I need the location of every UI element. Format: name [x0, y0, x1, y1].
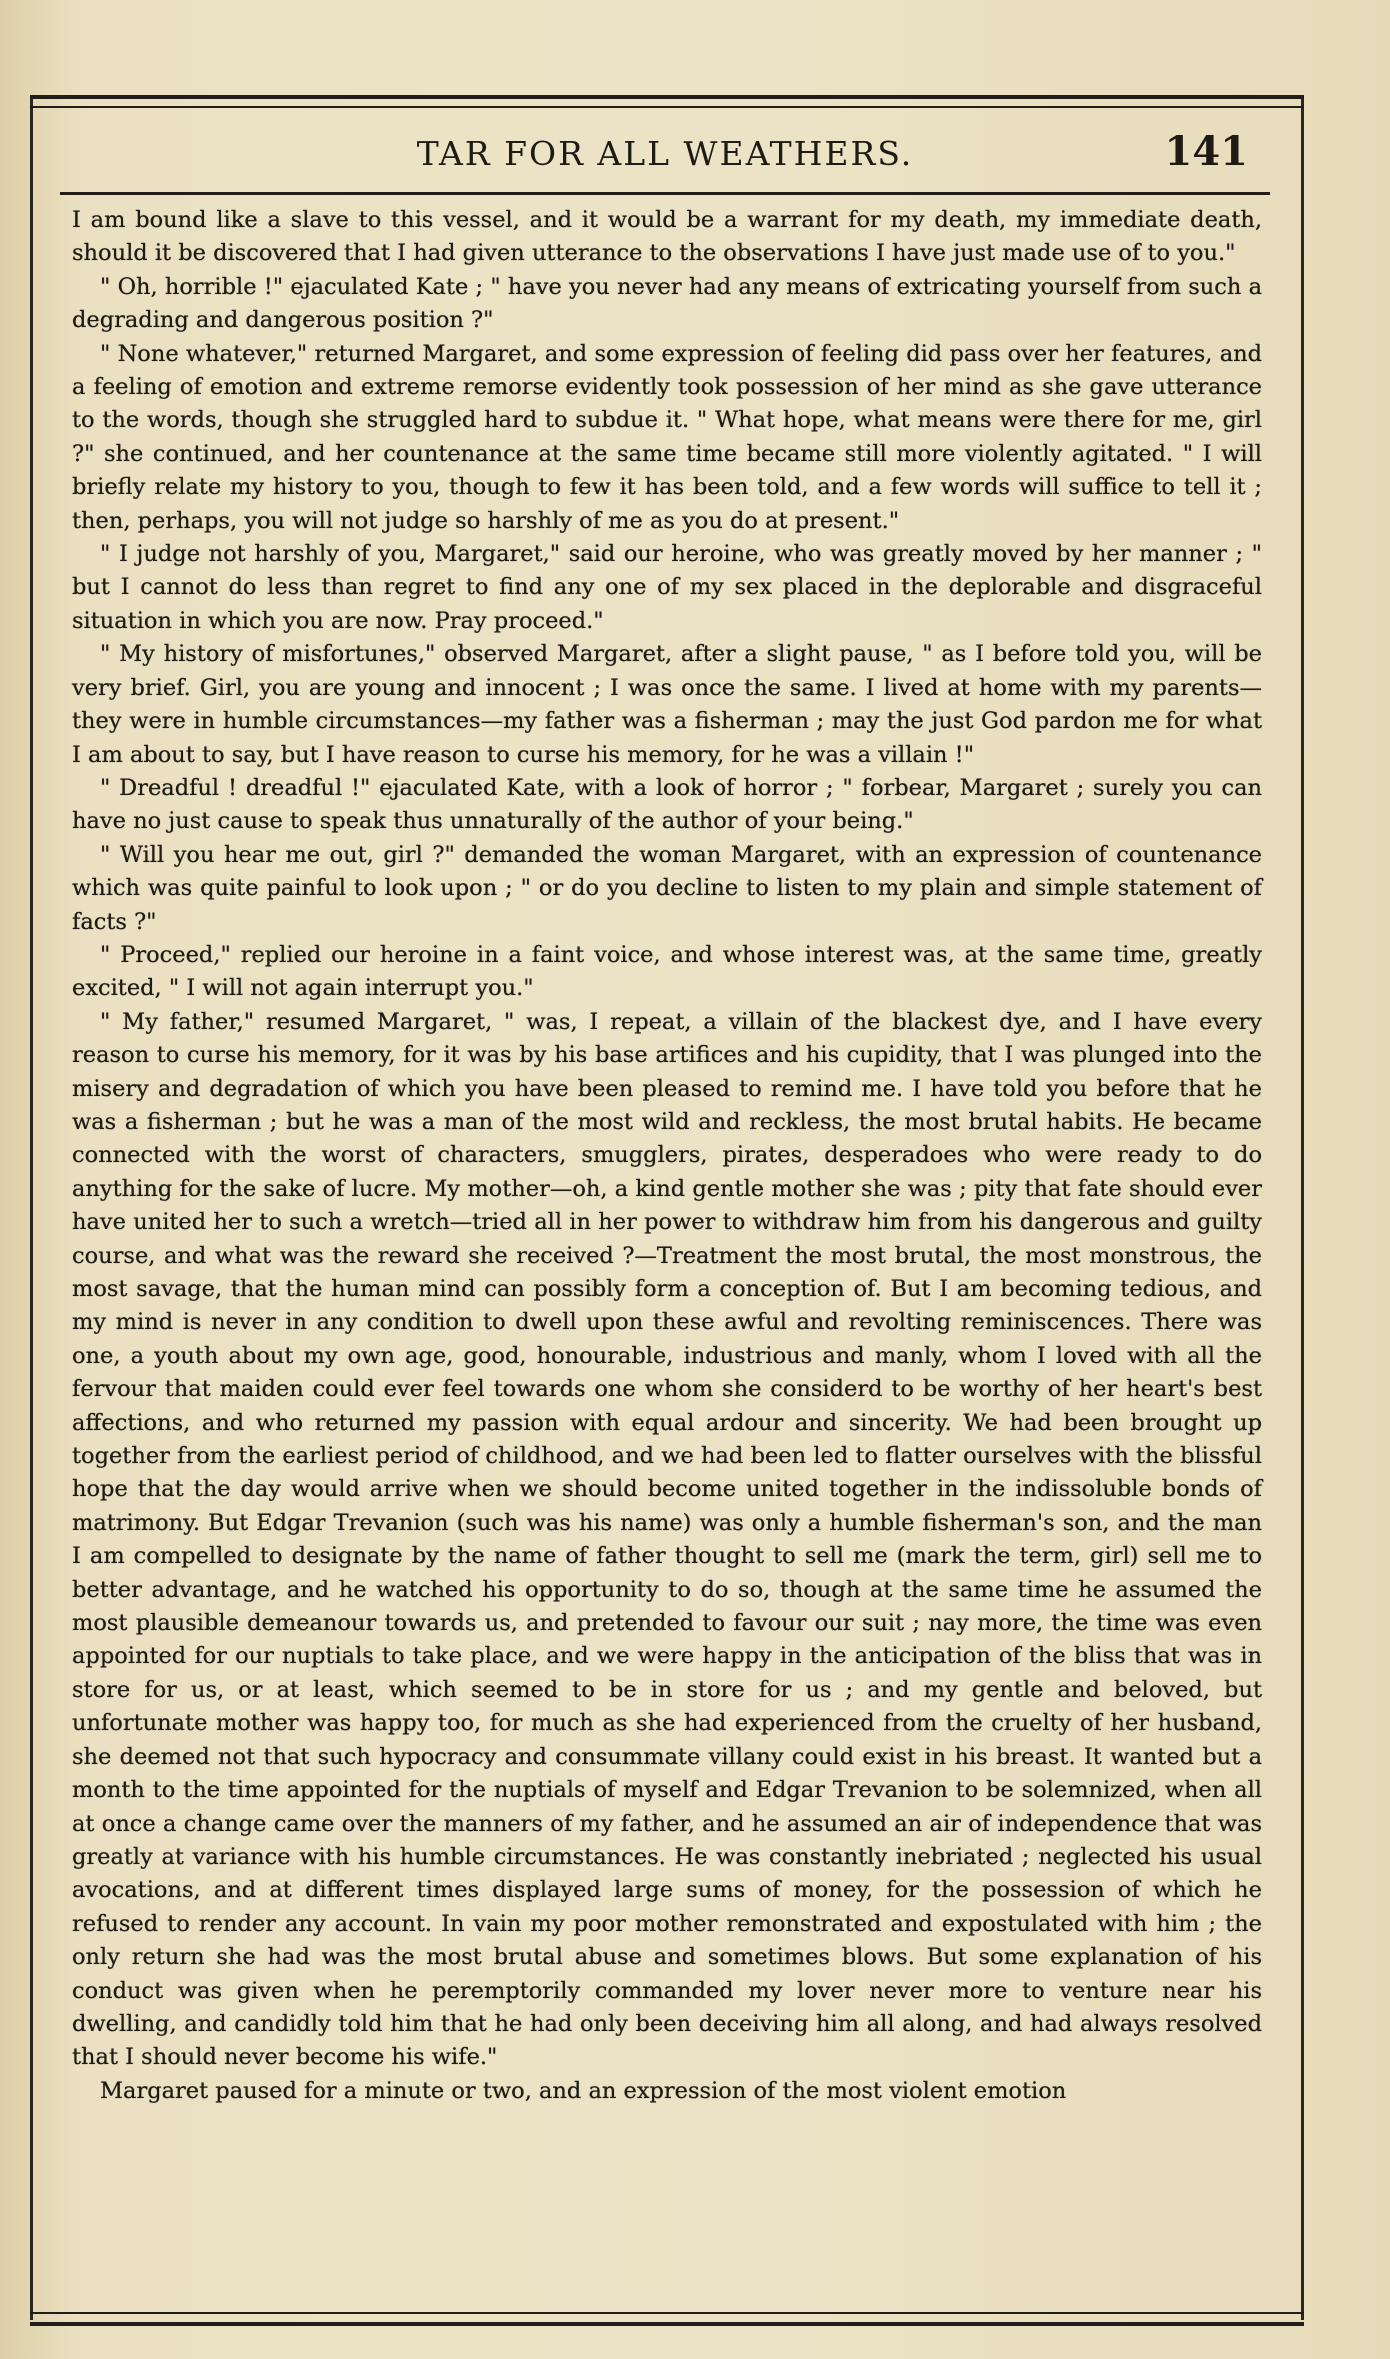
body-text — [72, 204, 1262, 2108]
paragraph: " None whatever," returned Margaret, and some expression of feeling did pass over her features, and a feeling of emotion and extreme remorse evidently took possession of her mind as she gave utterance to the words, though she struggled hard to subdue it. " What hope, what means were there for me, girl ?" she continued, and her countenance at the same time became still more violently agitated. " I will briefly relate my history to you, though to few it has been told, and a few words will suffice to tell it ; then, perhaps, you will not judge so harshly of me as you do at present." — [72, 340, 1262, 534]
paragraph: " Dreadful ! dreadful !" ejaculated Kate, with a look of horror ; " forbear, Margaret ; surely you can have no just cause to speak thus unnaturally of the author of your being." — [72, 774, 1262, 835]
paragraph: " My father," resumed Margaret, " was, I repeat, a villain of the blackest dye, and I have every reason to curse his memory, for it was by his base artifices and his cupidity, that I was plunged into the misery and degradation of which you have been pleased to remind me. I have told you before that he was a fisherman ; but he was a man of the most wild and reckless, the most brutal habits. He became connected with the worst of characters, smugglers, pirates, desperadoes who were ready to do anything for the sake of lucre. My mother—oh, a kind gentle mother she was ; pity that fate should ever have united her to such a wretch—tried all in her power to withdraw him from his dangerous and guilty course, and what was the reward she received ?—Treatment the most brutal, the most monstrous, the most savage, that the human mind can possibly form a conception of. But I am becoming tedious, and my mind is never in any condition to dwell upon these awful and revolting reminiscences. There was one, a youth about my own age, good, honourable, industrious and manly, whom I loved with all the fervour that maiden could ever feel towards one whom she considerd to be worthy of her heart's best affections, and who returned my passion with equal ardour and sincerity. We had been brought up together from the earliest period of childhood, and we had been led to flatter ourselves with the blissful hope that the day would arrive when we should become united together in the indissoluble bonds of matrimony. But Edgar Trevanion (such was his name) was only a humble fisherman's son, and the man I am compelled to designate by the name of father thought to sell me (mark the term, girl) sell me to better advantage, and he watched his opportunity to do so, though at the same time he assumed the most plausible demeanour towards us, and pretended to favour our suit ; nay more, the time was even appointed for our nuptials to take place, and we were happy in the anticipation of the bliss that was in store for us, or at least, which seemed to be in store for us ; and my gentle and beloved, but unfortunate mother was happy too, for much as she had experienced from the cruelty of her husband, she deemed not that such hypocracy and consummate villany could exist in his breast. It wanted but a month to the time appointed for the nuptials of myself and Edgar Trevanion to be solemnized, when all at once a change came over the manners of my father, and he assumed an air of independence that was greatly at variance with his humble circumstances. He was constantly inebriated ; neglected his usual avocations, and at different times displayed large sums of money, for the possession of which he refused to render any account. In vain my poor mother remonstrated and expostulated with him ; the only return she had was the most brutal abuse and sometimes blows. But some explanation of his conduct was given when he peremptorily commanded my lover never more to venture near his dwelling, and candidly told him that he had only been deceiving him all along, and had always resolved that I should never become his wife." — [72, 1008, 1262, 2071]
paragraph: " I judge not harshly of you, Margaret," said our heroine, who was greatly moved by her manner ; " but I cannot do less than regret to find any one of my sex placed in the deplorable and disgraceful situation in which you are now. Pray proceed." — [72, 541, 1262, 634]
paragraph: " My history of misfortunes," observed Margaret, after a slight pause, " as I before told you, will be very brief. Girl, you are young and innocent ; I was once the same. I lived at home with my parents—they were in humble circumstances—my father was a fisherman ; may the just God pardon me for what I am about to say, but I have reason to curse his memory, for he was a villain !" — [72, 641, 1262, 768]
paragraph: I am bound like a slave to this vessel, and it would be a warrant for my death, my immediate death, should it be discovered that I had given utterance to the observations I have just made use of to you." — [72, 207, 1262, 267]
paragraph: " Proceed," replied our heroine in a faint voice, and whose interest was, at the same time, greatly excited, " I will not again interrupt you." — [72, 941, 1262, 1002]
running-title: TAR FOR ALL WEATHERS. — [416, 134, 914, 173]
bottom-rule — [30, 2312, 1304, 2326]
top-rule — [30, 95, 1304, 108]
paragraph: " Oh, horrible !" ejaculated Kate ; " have you never had any means of extricating yourself from such a degrading and dangerous position ?" — [72, 273, 1262, 334]
page-number: 141 — [1164, 128, 1248, 175]
paragraph: Margaret paused for a minute or two, and an expression of the most violent emotion — [100, 2077, 1067, 2104]
paragraph: " Will you hear me out, girl ?" demanded the woman Margaret, with an expression of countenance which was quite painful to look upon ; " or do you decline to listen to my plain and simple statement of facts ?" — [72, 841, 1262, 935]
running-header — [60, 128, 1270, 188]
header-rule — [60, 192, 1270, 195]
